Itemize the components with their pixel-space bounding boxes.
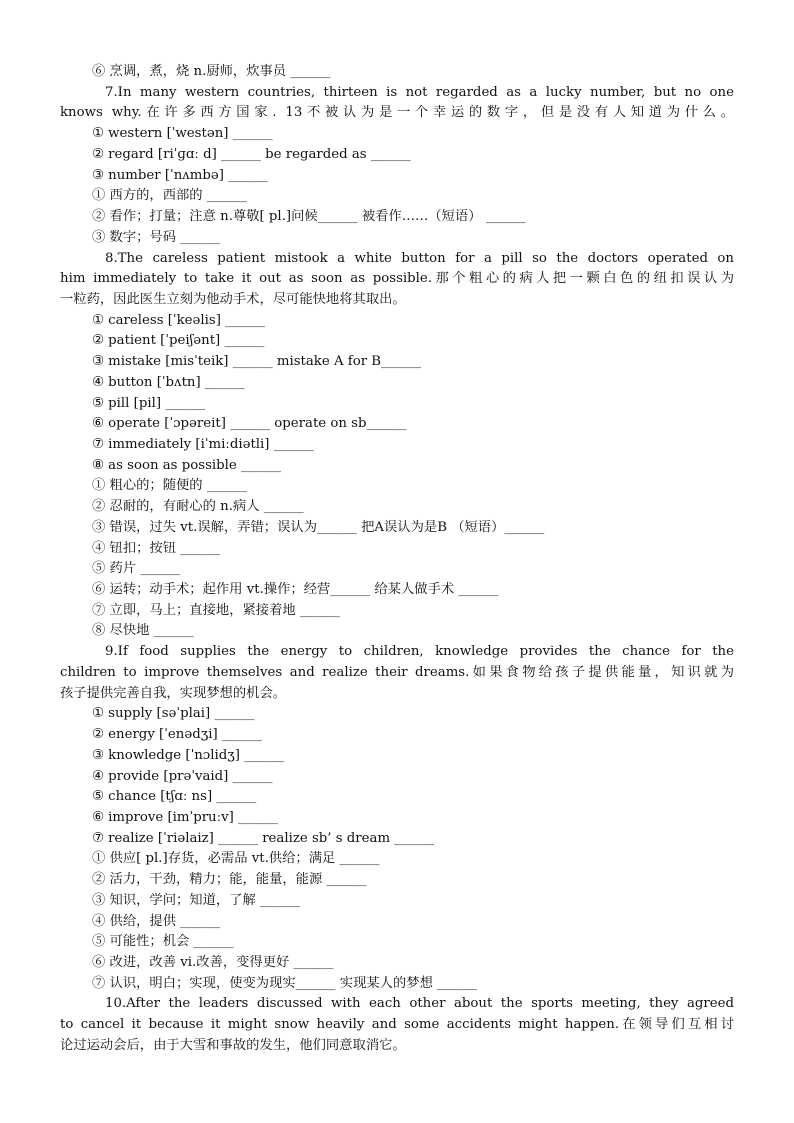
vocab-line: ③ 数字；号码 ______: [92, 229, 221, 245]
vocab-line: ② regard [riˈɡɑː d] ______ be regarded as ______: [92, 146, 411, 162]
vocab-line: ⑧ 尽快地 ______: [92, 623, 194, 639]
vocab-line: ① 供应[ pl.]存货，必需品 vt.供给；满足 ______: [92, 851, 380, 867]
sentence-line: 一粒药，因此医生立刻为他动手术，尽可能快地将其取出。: [60, 291, 406, 307]
sentence-line: 9.If food supplies the energy to children, knowledge provides the chance for the: [105, 644, 734, 660]
vocab-line: ⑥ 烹调，煮，烧 n.厨师，炊事员 ______: [92, 64, 331, 79]
vocab-line: ⑦ immediately [iˈmiːdiətli] ______: [92, 437, 314, 452]
sentence-line: 孩子提供完善自我，实现梦想的机会。: [60, 685, 287, 701]
vocab-line: ③ mistake [misˈteik] ______ mistake A for B______: [92, 354, 421, 370]
vocab-line: ① western [ˈwestən] ______: [92, 126, 273, 142]
vocab-line: ④ 钮扣；按钮 ______: [92, 540, 221, 556]
vocab-line: ⑧ as soon as possible ______: [92, 457, 281, 473]
vocab-line: ② 看作；打量；注意 n.尊敬[ pl.]问候______ 被看作……（短语） ______: [92, 209, 526, 224]
vocab-line: ③ 错误，过失 vt.误解，弄错；误认为______ 把A误认为是B （短语）______: [92, 519, 545, 535]
vocab-line: ⑤ chance [tʃɑː ns] ______: [92, 789, 257, 805]
sentence-line: 论过运动会后，由于大雪和事故的发生，他们同意取消它。: [60, 1037, 406, 1053]
vocab-line: ③ number [ˈnʌmbə] ______: [92, 167, 269, 183]
sentence-line: 10.After the leaders discussed with each other about the sports meeting, they agreed: [105, 996, 734, 1012]
vocab-line: ① 粗心的；随便的 ______: [92, 478, 247, 494]
vocab-line: ④ button [ˈbʌtn] ______: [92, 374, 245, 390]
vocab-line: ① careless [ˈkeəlis] ______: [92, 312, 266, 328]
vocab-line: ④ provide [prəˈvaid] ______: [92, 768, 273, 784]
vocab-line: ⑤ 药片 ______: [92, 561, 181, 577]
vocab-line: ④ 供给，提供 ______: [92, 913, 221, 929]
sentence-line: knows why.在许多西方国家. 13不被认为是一个幸运的数字，但是没有人知道为什么。: [60, 105, 734, 121]
vocab-line: ⑥ operate [ˈɔpəreit] ______ operate on sb______: [92, 416, 407, 432]
vocab-line: ② patient [ˈpeiʃənt] ______: [92, 333, 265, 349]
sentence-line: to cancel it because it might snow heavily and some accidents might happen.在领导们互相讨: [60, 1017, 734, 1033]
sentence-line: 7.In many western countries, thirteen is not regarded as a lucky number, but no one: [105, 84, 734, 100]
vocab-line: ⑥ 运转；动手术；起作用 vt.操作；经营______ 给某人做手术 ______: [92, 582, 499, 597]
vocab-line: ① 西方的，西部的 ______: [92, 188, 247, 204]
vocab-line: ② energy [ˈenədʒi] ______: [92, 727, 262, 742]
vocab-line: ⑦ 认识，明白；实现，使变为现实______ 实现某人的梦想 ______: [92, 975, 477, 991]
vocab-line: ② 忍耐的，有耐心的 n.病人 ______: [92, 499, 304, 515]
vocab-line: ⑤ pill [pil] ______: [92, 395, 206, 411]
sentence-line: children to improve themselves and realize their dreams.如果食物给孩子提供能量，知识就为: [60, 664, 734, 680]
vocab-line: ⑥ 改进，改善 vi.改善，变得更好 ______: [92, 955, 334, 970]
vocab-line: ⑤ 可能性；机会 ______: [92, 934, 234, 950]
vocab-line: ② 活力，干劲，精力；能，能量，能源 ______: [92, 872, 367, 888]
vocab-line: ③ 知识，学问；知道，了解 ______: [92, 892, 300, 908]
vocab-line: ⑦ 立即，马上；直接地，紧接着地 ______: [92, 602, 340, 618]
vocab-line: ③ knowledge [ˈnɔlidʒ] ______: [92, 747, 285, 763]
vocab-line: ⑦ realize [ˈriəlaiz] ______ realize sb’ s dream ______: [92, 830, 435, 846]
sentence-line: him immediately to take it out as soon as possible.那个粗心的病人把一颗白色的纽扣误认为: [60, 271, 734, 287]
vocab-line: ① supply [səˈplai] ______: [92, 706, 255, 722]
vocab-line: ⑥ improve [imˈpruːv] ______: [92, 809, 278, 825]
sentence-line: 8.The careless patient mistook a white button for a pill so the doctors operated on: [105, 250, 734, 266]
